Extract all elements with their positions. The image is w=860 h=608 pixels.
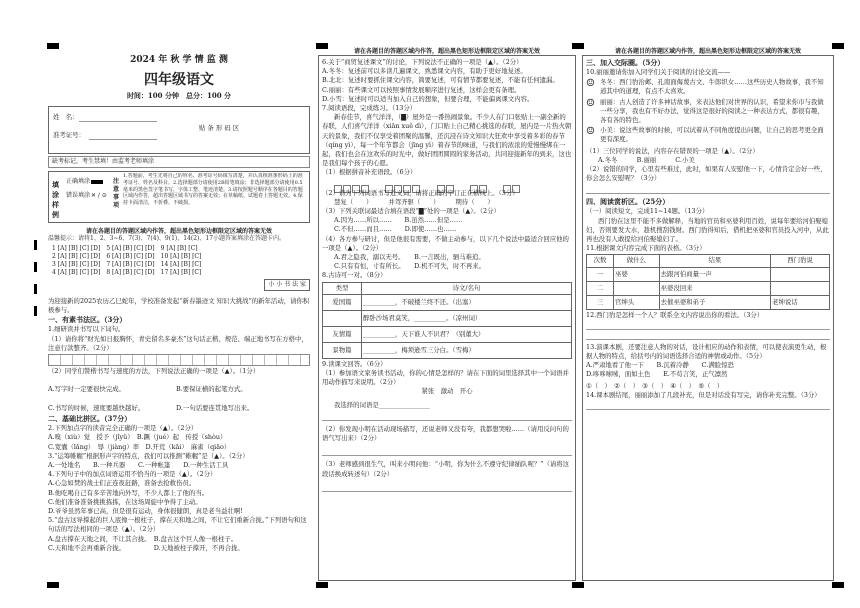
table-cell: 去催巫婆和弟子 <box>659 295 770 309</box>
registration-mark <box>47 43 59 49</box>
answer-line[interactable] <box>322 420 572 421</box>
answer-area-warning: 请在各题目的答题区域内作答，超出黑色矩形边框限定区域的答案无效 <box>353 48 540 55</box>
timing-bar <box>34 306 37 316</box>
table-header: 诗文/名句 <box>362 282 572 294</box>
table-cell[interactable]: __________，梅须逊雪三分白。（雪梅） <box>362 342 572 358</box>
q9-1: （1）参加语文家务读书活动，你的心情是怎样的？请在下面的词里选择其中一个词语并用动作描写来说明。（2分） <box>322 369 569 387</box>
bubble-row[interactable]: 1 [A] [B] [C] [D] 5 [A] [B] [C] [D] 9 [A] [B] [C] <box>52 245 198 252</box>
notes-text: 1.答题前，考生先将自己的姓名、准考证号码填写清楚，并认真核准条形码上的准考证号、姓名及科目。2.选择题部分请使用2B铅笔填涂；非选择题部分请使用0.5毫米的黑色签字笔书写，字体工整、笔迹清楚。3.请按照题号顺序在各题目的答题区域内作答，超出答题区域书写的答案无效；在草稿纸、试题卷上答题无效。4.保持卡面清洁，不折叠、不破损。 <box>123 173 303 207</box>
registration-mark <box>316 582 328 588</box>
q6-opt: B.北北：复述时要抓住课文内容，简要复述，可有情节都要复述，不能有任何遗漏。 <box>322 76 559 85</box>
table-cell: 景物篇 <box>323 342 362 358</box>
pinyin-boxes[interactable] <box>334 179 572 188</box>
answer-line[interactable] <box>586 329 830 330</box>
writing-grid[interactable] <box>48 354 310 366</box>
q12: 12.西门豹是怎样一个人？联系全文内容说出你的看法。（3分） <box>586 310 764 319</box>
q9-2: （2）你发现小明在活动现场描写，还说老师又没有夸，我都想哭啦……（请用反问句的语气写出来）（2分） <box>322 424 569 443</box>
bubble-grid <box>52 245 310 277</box>
q1-opt-b: B.要保证横的起笔方式。 <box>176 385 247 394</box>
exam-title: 2024 年 秋 学 情 监 测 <box>130 55 228 65</box>
student-avatar-icon: ☺ <box>586 126 595 138</box>
answer-line[interactable] <box>586 193 830 194</box>
q7-4-opt: A.君之隐我，溺以无号。 B.一言既出，驷马难追。 <box>334 253 485 262</box>
dialogue-3: 小美：说这些故事的时候，可以试着从不同角度提出问题，让自己的思考更全面更有深度。 <box>600 126 824 144</box>
q7-4: （4）各方参与研讨，但是他很有需要，不做主动参与，以下几个说法中最适合回应他的一项是（▲）。（2分） <box>322 234 569 252</box>
section-4-title: 四、阅读赏析区。（25分） <box>586 197 670 207</box>
q2-opt: A.嗅（xiù）觉 授予（jǐyǔ） B.蹶（jué）起 传授（shòu） <box>48 433 227 442</box>
table-cell: 官绅头 <box>614 295 660 309</box>
table-cell: 一 <box>587 267 614 281</box>
q5-opt: A.盘古撑在天地之间，不让其合拢。 B.盘古这个巨人像一根柱子。 <box>48 534 238 543</box>
table-cell[interactable]: __________，不破楼兰终不还。（出塞） <box>362 294 572 310</box>
bubble-row[interactable]: 4 [A] [B] [C] [D] 8 [A] [B] [C] [D] 17 [A] [B] [C] <box>52 269 202 276</box>
barcode-area: 贴 条 形 码 区 <box>199 124 240 132</box>
table-header: 结果 <box>659 255 770 267</box>
q2-opt: C.宽囊（lǎng） 辱（jiàng）率 D.开荒（kāi） 麻雀（qiāo） <box>48 442 231 451</box>
student-avatar-icon: ☺ <box>586 78 595 90</box>
table-cell: 三 <box>587 295 614 309</box>
timing-bar <box>34 284 37 294</box>
q1-opt-c: C.书写的时候，速度要越快越好。 <box>48 404 145 413</box>
table-cell[interactable]: 醉卧沙场君莫笑，__________。（凉州词） <box>362 310 572 326</box>
table-cell: 爱国篇 <box>323 294 362 310</box>
answer-area-warning: 请在各题目的答题区域内作答，超出黑色矩形边框限定区域的答案无效 <box>614 48 801 55</box>
q7-2: （2）请为下列词语书写近义词，请将正确的字订正在横线上。（3分） <box>322 188 519 197</box>
wrong-fill-sample: ✕ ∕ ⊙ <box>91 192 107 199</box>
name-label: 姓 名： <box>53 113 79 121</box>
column-2 <box>318 46 576 582</box>
student-info-box <box>48 106 310 154</box>
table-cell: 友情篇 <box>323 326 362 342</box>
q4-opt: B.他吃喝自己有多辛苦地向外写，不少人都上了他的当。 <box>48 488 209 497</box>
table-cell: 去跟河伯商量一声 <box>659 267 770 281</box>
q1-opt-a: A.写字时一定要很快完成。 <box>48 385 125 394</box>
q1-intro: 1.细研读并书写以下词句。 <box>48 325 125 334</box>
time-info: 时间：100 分钟 总分：100 分 <box>126 91 232 100</box>
subject-title: 四年级语文 <box>144 72 214 88</box>
q7: 7.阅读语段，完成练习。（13分） <box>322 104 417 113</box>
correct-fill-label: 正确填涂 <box>66 178 91 185</box>
registration-mark <box>572 582 584 588</box>
q13-blanks[interactable]: ①（ ） ②（ ） ③（ ） ④（ ） ⑤（ ） <box>586 381 724 390</box>
bubble-row[interactable]: 2 [A] [B] [C] [D] 6 [A] [B] [C] [D] 10 [A] [B] [C] <box>52 253 202 260</box>
table-header: 做什么 <box>614 255 660 267</box>
table-cell: 老绅说话 <box>771 295 830 309</box>
q9-3: （3）老师感到很生气，叫来小明问他：“小明，你为什么不遵守纪律插队呢？”（请将这段话换成转述句）（2分） <box>322 460 570 478</box>
bubble-row[interactable]: 3 [A] [B] [C] [D] 7 [A] [B] [C] [D] 14 [A] [B] [C] <box>52 261 202 268</box>
instructions-box <box>48 171 310 223</box>
column-3-frame <box>582 55 834 581</box>
student-avatar-icon: ☺ <box>586 97 595 109</box>
q10-2: （2）说错的同学，心里有些难过，此时，如果有人安慰他一下，心情肯定会好一些，你会怎么安慰呢？（3分） <box>586 165 827 183</box>
q2: 2.下列加点字的读音完全正确的一项是（▲）。（2分） <box>48 424 198 433</box>
q1-2: （2）同学们赞楷书写与速度的方法，下列说法正确的一项是（▲）。（1分） <box>48 367 260 376</box>
table-cell[interactable] <box>771 281 830 295</box>
q4-opt: D.爷爷虽然年事已高，但是很有运动，身体很健朗，真是老当益壮啊! <box>48 507 243 516</box>
q9-answer-line[interactable]: 我选择的词语是________________ <box>334 400 430 409</box>
q3-opt: A.一处地名 B.一种兵器 C.一种帐篷 D.一种生活工具 <box>48 461 229 470</box>
table-cell: 巫婆 <box>614 267 660 281</box>
q10: 10.丽丽邀请你加入同学们关于阅读的讨论交流—— <box>586 68 731 76</box>
timing-bar <box>34 262 37 272</box>
q7-4-opt: C.只有有恒，寸有所长。 D.机不可失，时不再来。 <box>334 262 486 271</box>
table-cell: 巫婆没回来 <box>659 281 770 295</box>
q13-opt: D.哆哆嗦嗦，面如土色 E.不苟言笑，正气凛然 <box>586 370 728 379</box>
id-field[interactable] <box>89 139 157 140</box>
table-cell[interactable]: __________，天下谁人不识君？（别董大） <box>362 326 572 342</box>
column-3 <box>582 46 834 582</box>
q14: 14.课本剧结尾，丽丽添加了几段补充，但是对话没有写完，请你补充完整。（3分） <box>586 390 821 399</box>
answer-line[interactable] <box>322 455 572 456</box>
q6-opt: D.小雪：复述时可以适当加入自己的想象，但要合理，不能偏离课文内容。 <box>322 94 534 103</box>
dialogue-1: 冬冬：西门豹治邺、孔南面侮蔑古文、牛郎织女……这些历史人物故事，我不知道其中的道理，有点不太喜欢。 <box>600 78 824 96</box>
answer-line[interactable] <box>586 339 830 340</box>
notes-label: 注意事项 <box>113 178 120 209</box>
name-field[interactable] <box>79 121 157 122</box>
q7-3-opt: C.不但……而且…… D.即使……也…… <box>334 225 457 234</box>
q7-passage: 新春佳节，喜气洋洋，（▇）屋外是一番热闹景象。不少人在门口张贴上一副全新的春联，人们喜气洋洋（xiān xuě dì），门口贴上自己精心挑选的春联，屋内是一片热火朝天的景象，我们不仅享受着团聚的温馨，还沉浸在诗文知识大狂欢中享受着多彩的春节（qíng yì），每一个年节都会（jīng yì）着春节的味道，与我们的浓浓的爱慢慢绑在一起，我们也会在这欢乐的时光中，做好团团圆圆的家务活动，共同迎接新年的到来，这也是我们每个孩子的心愿。 <box>322 113 572 168</box>
answer-line[interactable] <box>322 491 572 492</box>
answer-line[interactable] <box>586 409 830 410</box>
q8: 8.古诗可一对。（8分） <box>322 271 387 280</box>
correct-fill-sample <box>91 180 103 184</box>
table-header: 次数 <box>587 255 614 267</box>
table-cell[interactable] <box>614 281 660 295</box>
absent-note: 缺考标记，考生禁填！由监考老师填涂 <box>48 156 310 168</box>
dialogue-2: 丽丽：古人创造了许多神话故事，来表达他们对世界的认识，希望来你市与我做一些分享，我也有不好办法，觉得这是很好的阅读之一种表达方式，都很有趣，各有各的特色。 <box>600 97 824 125</box>
q13-opt: A.严肃地看了他一下 B.沉着冷静 C.满脸惊恐 <box>586 361 734 370</box>
calligraphy-label: 小 小 书 法 家 <box>264 279 310 291</box>
q5-opt: C.天和地不会再重新合拢。 D.天地被柱子撑开，不再合拢。 <box>48 543 244 552</box>
q13: 13.演课本剧，还要注意人物的对话，设计相应的动作和表情，可以使表演更生动，根据人物的特点，给括号内的词语选择合适的神情或动作。（5分） <box>586 342 827 361</box>
id-label: 准考证号： <box>53 131 85 139</box>
section-2-title: 二、基础比拼区。（37分） <box>48 414 132 424</box>
column-2-frame <box>318 55 576 581</box>
q10-1: （1）三位同学的说法，内容存在错误的一项是（▲）。（2分） <box>586 146 759 155</box>
column-1 <box>48 54 310 590</box>
q4-opt: C.他们准备准备挑挑拣拣，在这场周旋中争得了主动。 <box>48 497 202 506</box>
q7-3-opt: A.因为……所以…… B.虽然……但是…… <box>334 216 463 225</box>
registration-mark <box>832 582 844 588</box>
q7-2-items[interactable]: 慧复（ ） 并驾齐驱（ ） 期待（ ） <box>334 197 494 206</box>
section-1-title: 一、有素书法区。（3分） <box>48 315 127 325</box>
timing-bar <box>34 240 37 250</box>
q1-1: （1）请你将“财光如日报胸怀，青史留名多豪杰”这句话正楷、规范、端正地书写在方格中，注意行款整齐。（2分） <box>48 334 308 352</box>
q4-opt: A.心急如焚的战士们正连夜赶路，准备去抢救伤员。 <box>48 479 196 488</box>
table-header: 西门豹说 <box>771 255 830 267</box>
q1-opt-d: D.一句话要连贯地写出来。 <box>176 404 254 413</box>
hint: 温馨提示：请将1、2、3~6、7(3)、7(4)、9(1)、14(2)、17小题答案填涂在答题卡内。 <box>48 235 286 242</box>
q6-opt: A.冬冬：复述前可以多读几遍课文，熟悉课文内容，有助于更好地复述。 <box>322 67 527 76</box>
q3: 3.“运筹帷幄”根据形声字的特点，我们可以推测“帷幄”是（▲）。（2分） <box>48 451 249 460</box>
q6: 6.关于“商贸复述课文”的讨论，下列说法不正确的一项是（▲）。（2分） <box>322 58 523 66</box>
wrong-fill-label: 错误填涂 <box>66 192 91 199</box>
reading-1-title: （一）阅读短文，完成11~14题。（13分） <box>586 207 709 216</box>
table-header: 类型 <box>323 282 362 294</box>
answer-area-warning: 请在各题目的答题区域内作答，超出黑色矩形边框限定区域的答案无效 <box>85 228 272 235</box>
q4: 4.下列句子中的加点词语运用不恰当的一项是（▲）。（2分） <box>48 470 217 479</box>
q5: 5.“盘古这导撑起的巨人底像一根柱子，撑在天和地之间，不让它们重新合拢。”下列语句和这句话的写法相同的一项是（▲）。（2分） <box>48 516 307 534</box>
q6-opt: C.丽丽：有些课文可以按照事情发展顺序进行复述，这样会更有条理。 <box>322 85 521 94</box>
intro-text: 为迎接新的2025农历乙巳蛇年，学校准备发起“新春墨迹文 知识大挑战”的新年活动，请你积极参与。 <box>48 297 310 315</box>
q9: 9.读课文回答。（6分） <box>322 359 387 368</box>
table-cell: 二 <box>587 281 614 295</box>
q7-1: （1）根据拼音补充语段。（6分） <box>322 168 417 177</box>
q9-words: 紧张 激动 开心 <box>421 387 473 396</box>
table-cell[interactable] <box>771 267 830 281</box>
poetry-table <box>322 282 572 359</box>
q7-3: （3）下列关联词最适合填在语段“▇”处的一项是（▲）。（2分） <box>322 207 500 216</box>
story-table <box>586 254 830 309</box>
story-text: 西门豹在这里不能不多做解释，当地的官员和巫婆利用百姓，说每年要给河伯娶媳妇，否则要发大水，趁机搜刮钱财。西门豹得知后，借机把巫婆和官员投入河中，从此再也没有人敢提给河伯娶媳妇了。 <box>586 216 829 244</box>
section-3-title: 三、加入交际圈。（5分） <box>586 58 665 67</box>
q10-1-opts: A.冬冬 B.丽丽 C.小美 <box>598 155 695 164</box>
fill-example-label: 填涂样例 <box>52 180 59 219</box>
q11: 11.根据课文内容完成下面的表格。（3分） <box>586 244 706 253</box>
table-cell <box>323 310 362 326</box>
